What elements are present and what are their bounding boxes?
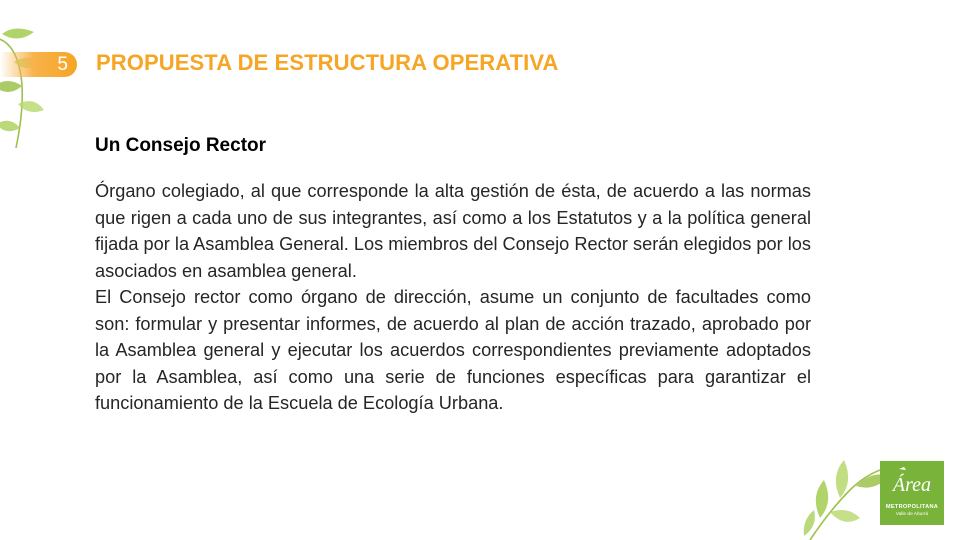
logo-wordmark bbox=[890, 467, 934, 499]
logo-line-2: Valle de Aburrá bbox=[895, 512, 929, 517]
slide-title: PROPUESTA DE ESTRUCTURA OPERATIVA bbox=[96, 50, 559, 75]
section-number-badge bbox=[0, 52, 77, 77]
subheading: Un Consejo Rector bbox=[95, 135, 267, 156]
logo-line-1: METROPOLITANA bbox=[885, 504, 939, 510]
body-paragraph-1: Órgano colegiado, al que corresponde la alta gestión de ésta, de acuerdo a las normas que rigen a cada uno de sus integrantes, así como a los Estatutos y a la política general fijada por la Asamblea General. Los miembros del Consejo Rector serán elegidos por los asociados en asamblea general. bbox=[95, 181, 811, 281]
section-number: 5 bbox=[57, 54, 68, 75]
svg-text:Área: Área bbox=[892, 474, 932, 496]
leaf-branch-icon bbox=[0, 20, 50, 150]
body-text bbox=[95, 178, 811, 417]
leaf-branch-icon bbox=[800, 440, 890, 540]
area-metropolitana-logo bbox=[880, 461, 944, 525]
body-paragraph-2: El Consejo rector como órgano de dirección, asume un conjunto de facultades como son: formular y presentar informes, de acuerdo al plan de acción trazado, aprobado por la Asamblea general y ejecutar los acuerdos correspondientes previamente adoptados por la Asamblea, así como una serie de funciones específicas para garantizar el funcionamiento de la Escuela de Ecología Urbana. bbox=[95, 287, 811, 413]
